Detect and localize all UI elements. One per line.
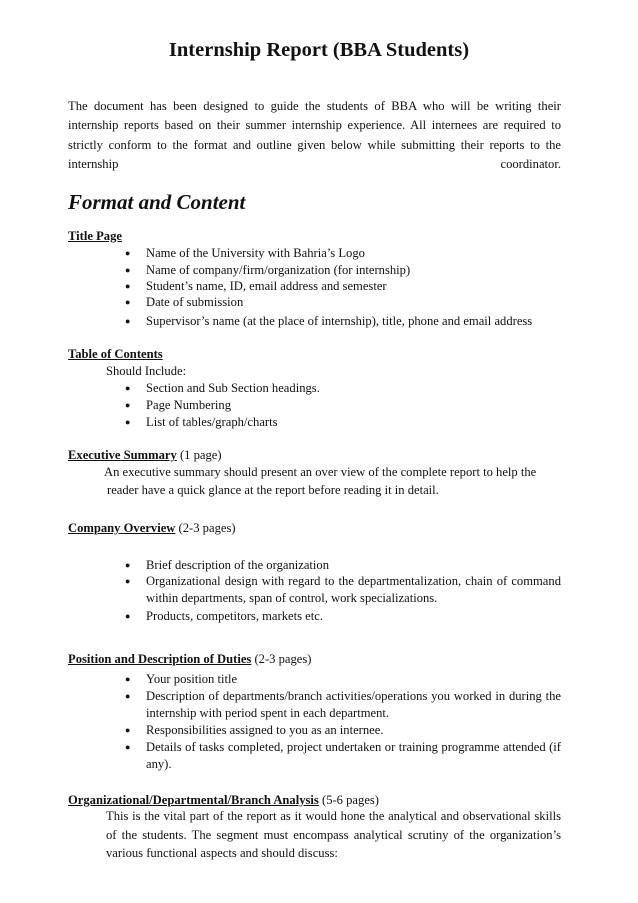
list-item: ● List of tables/graph/charts (125, 415, 278, 429)
list-item: ● Student’s name, ID, email address and semester (125, 279, 387, 293)
analysis-pages: (5-6 pages) (322, 793, 379, 807)
intro-paragraph: The document has been designed to guide the students of BBA who will be writing their internship reports based on their summer internship experience. All internees are required to strictly conform to the format and outline given below while submitting their reports to the internship coordinator. (68, 99, 561, 171)
bullet-icon: ● (125, 674, 131, 684)
title-page-list (125, 245, 561, 330)
exec-summary-heading (68, 446, 222, 464)
company-overview-heading (68, 519, 236, 537)
exec-summary-line-2: reader have a quick glance at the report before reading it in detail. (107, 483, 439, 497)
format-heading: Format and Content (68, 190, 246, 214)
bullet-icon: ● (125, 576, 131, 586)
analysis-paragraph: This is the vital part of the report as it would hone the analytical and observational skills of the students. The segment must encompass analytical scrutiny of the organization’s various functional aspects and should discuss: (106, 809, 561, 860)
duties-pages: (2-3 pages) (254, 652, 312, 666)
list-item: ● Date of submission (125, 295, 244, 309)
bullet-icon: ● (125, 725, 131, 735)
bullet-icon: ● (125, 560, 131, 570)
title-page-label: Title Page (68, 229, 122, 243)
analysis-label: Organizational/Departmental/Branch Analysis (68, 793, 319, 807)
exec-summary-pages: (1 page) (179, 448, 222, 462)
bullet-icon: ● (125, 400, 131, 410)
company-overview-pages: (2-3 pages) (178, 521, 236, 535)
title-page-heading (68, 227, 122, 245)
toc-heading (68, 345, 163, 363)
toc-label: Table of Contents (68, 347, 163, 361)
list-item: ● Responsibilities assigned to you as an internee. (125, 723, 384, 737)
duties-list (125, 671, 561, 773)
bullet-icon: ● (125, 281, 131, 291)
bullet-icon: ● (125, 691, 131, 701)
toc-list (125, 380, 561, 431)
bullet-icon: ● (125, 611, 131, 621)
list-item: ● Page Numbering (125, 398, 231, 412)
list-item: ● Organizational design with regard to the departmentalization, chain of command within departments, span of control, work specializations. (125, 574, 561, 605)
company-overview-label: Company Overview (68, 521, 176, 535)
list-item: ● Section and Sub Section headings. (125, 381, 320, 395)
bullet-icon: ● (125, 417, 131, 427)
toc-should-include: Should Include: (106, 364, 187, 378)
bullet-icon: ● (125, 383, 131, 393)
list-item: ● Name of the University with Bahria’s Logo (125, 246, 365, 260)
duties-label: Position and Description of Duties (68, 652, 252, 666)
list-item: ● Brief description of the organization (125, 558, 330, 572)
list-item: ● Name of company/firm/organization (for internship) (125, 263, 411, 277)
list-item: ● Description of departments/branch activities/operations you worked in during the internship with period spent in each department. (125, 689, 561, 720)
list-item: ● Products, competitors, markets etc. (125, 609, 323, 623)
exec-summary-label: Executive Summary (68, 448, 177, 462)
bullet-icon: ● (125, 248, 131, 258)
list-item: ● Details of tasks completed, project undertaken or training programme attended (if any). (125, 740, 561, 771)
bullet-icon: ● (125, 316, 131, 326)
bullet-icon: ● (125, 742, 131, 752)
company-overview-list (125, 557, 561, 625)
duties-heading (68, 650, 311, 668)
list-item: ● Supervisor’s name (at the place of internship), title, phone and email address (125, 314, 533, 328)
bullet-icon: ● (125, 265, 131, 275)
exec-summary-line-1: An executive summary should present an over view of the complete report to help the (104, 465, 537, 479)
list-item: ● Your position title (125, 672, 238, 686)
document-title: Internship Report (BBA Students) (168, 39, 470, 61)
bullet-icon: ● (125, 297, 131, 307)
